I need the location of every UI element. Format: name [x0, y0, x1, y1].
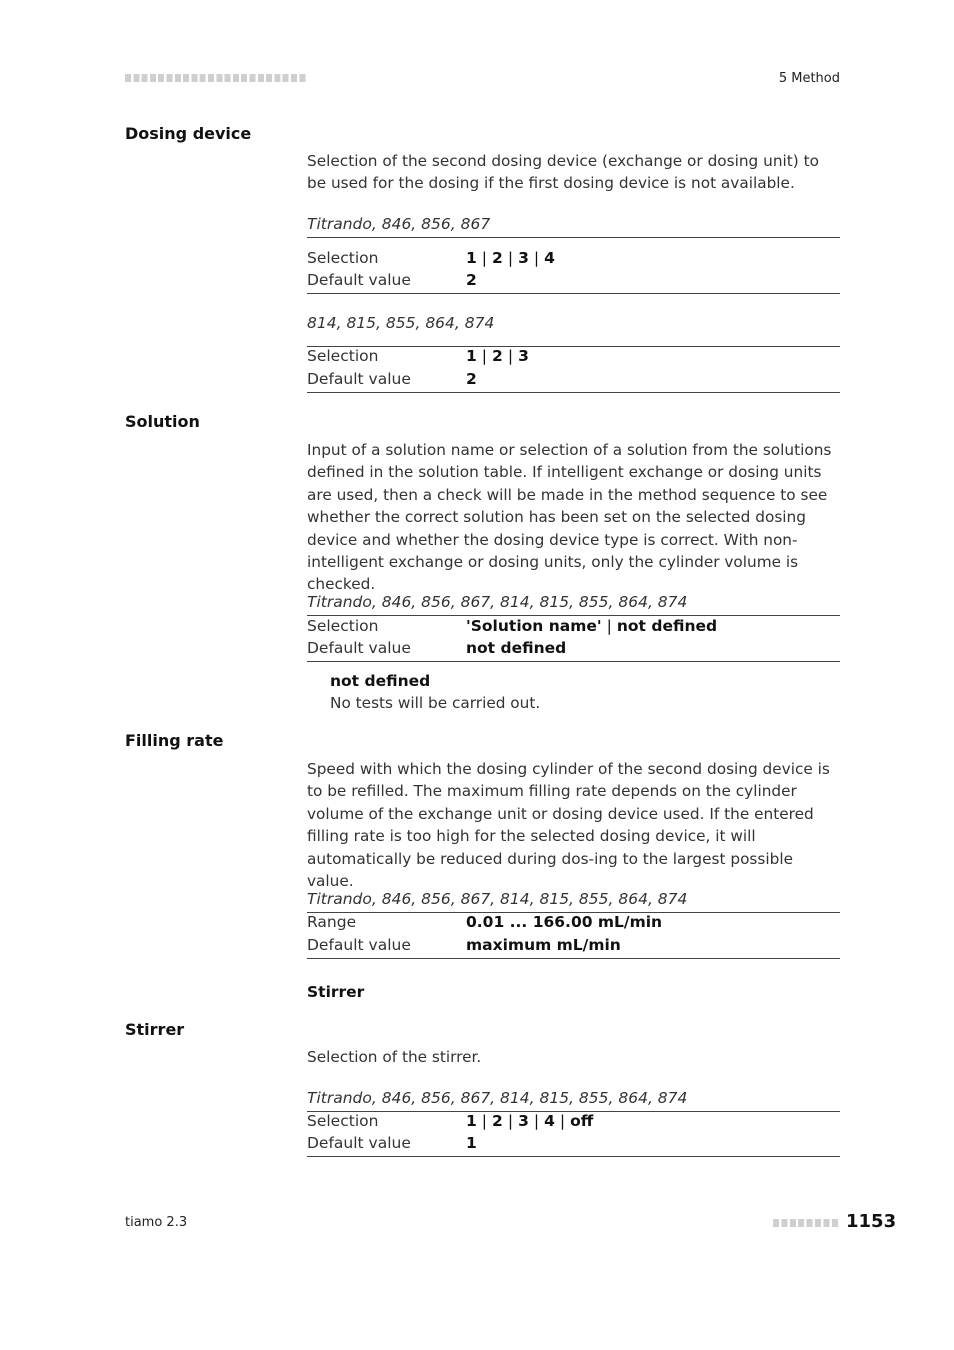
dosing-device-heading: Dosing device [125, 124, 252, 143]
header-decoration [125, 74, 307, 82]
selection-label: Selection [307, 347, 379, 365]
selection-label: Selection [307, 617, 379, 635]
option-name: not defined [330, 672, 431, 690]
selection-values: 1 | 2 | 3 [466, 347, 529, 365]
dosing-device-table2-caption: 814, 815, 855, 864, 874 [307, 314, 495, 332]
selection-values: 1 | 2 | 3 | 4 [466, 249, 555, 267]
default-label: Default value [307, 271, 411, 289]
filling-rate-description: Speed with which the dosing cylinder of the second dosing device is to be refilled. The maximum filling rate depends on the cylinder volume of the exchange unit or dosing device used. If the entered filling rate is too high for the selected dosing device, it will automatically be reduced during dos-ing to the largest possible value. [307, 760, 830, 891]
table-rule [307, 392, 840, 393]
stirrer-heading: Stirrer [125, 1020, 185, 1039]
option-description: No tests will be carried out. [330, 694, 541, 712]
default-label: Default value [307, 370, 411, 388]
solution-table-caption: Titrando, 846, 856, 867, 814, 815, 855, 864, 874 [307, 593, 688, 611]
stirrer-group-heading: Stirrer [307, 983, 365, 1001]
footer-decoration [773, 1219, 840, 1227]
selection-values: 'Solution name' | not defined [466, 617, 718, 635]
page-number: 1153 [846, 1211, 897, 1232]
filling-rate-heading: Filling rate [125, 731, 224, 750]
range-value: 0.01 ... 166.00 mL/min [466, 913, 663, 931]
table-rule [307, 661, 840, 662]
default-value: not defined [466, 639, 567, 657]
product-name: tiamo 2.3 [125, 1215, 188, 1230]
table-rule [307, 958, 840, 959]
table-rule [307, 346, 840, 347]
selection-label: Selection [307, 1112, 379, 1130]
filling-rate-table-caption: Titrando, 846, 856, 867, 814, 815, 855, 864, 874 [307, 890, 688, 908]
dosing-device-table1-caption: Titrando, 846, 856, 867 [307, 215, 491, 233]
table-rule [307, 615, 840, 616]
default-label: Default value [307, 1134, 411, 1152]
table-rule [307, 1156, 840, 1157]
stirrer-table-caption: Titrando, 846, 856, 867, 814, 815, 855, 864, 874 [307, 1089, 688, 1107]
default-value: 1 [466, 1134, 477, 1152]
default-value: maximum mL/min [466, 936, 621, 954]
default-label: Default value [307, 936, 411, 954]
selection-label: Selection [307, 249, 379, 267]
default-label: Default value [307, 639, 411, 657]
default-value: 2 [466, 370, 477, 388]
selection-values: 1 | 2 | 3 | 4 | off [466, 1112, 594, 1130]
solution-heading: Solution [125, 412, 200, 431]
range-label: Range [307, 913, 357, 931]
default-value: 2 [466, 271, 477, 289]
stirrer-description: Selection of the stirrer. [307, 1048, 482, 1066]
dosing-device-description: Selection of the second dosing device (exchange or dosing unit) to be used for the dosing if the first dosing device is not available. [307, 152, 819, 193]
table-rule [307, 293, 840, 294]
table-rule [307, 237, 840, 238]
solution-description: Input of a solution name or selection of a solution from the solutions defined in the solution table. If intelligent exchange or dosing units are used, then a check will be made in the method sequence to see whether the correct solution has been set on the selected dosing device and whether the dosing device type is correct. With non-intelligent exchange or dosing units, only the cylinder volume is checked. [307, 441, 832, 594]
chapter-title: 5 Method [778, 71, 840, 86]
